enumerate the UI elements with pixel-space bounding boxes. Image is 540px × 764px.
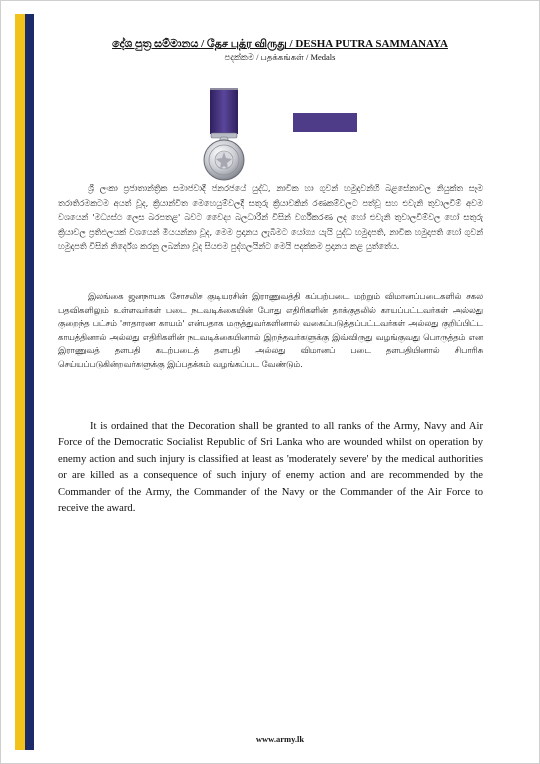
ribbon-bar-image xyxy=(293,113,357,132)
page-subtitle: පදක්කම / பதக்கங்கள் / Medals xyxy=(224,52,336,62)
footer-url[interactable]: www.army.lk xyxy=(255,734,305,744)
body-paragraph-tamil: இலங்கை ஜனநாயக சோசலிச குடியரசின் இராணுவத்தி கப்பற்படை மற்றும் விமானப்படைகளில் சகல பதவிகளிலும் உள்ளவர்கள் படை நடவடிக்கையின் போது எதிரிகளின் தாக்குதலில் காயப்பட்டவர்கள் அல்லது குறைந்த பட்சம் 'சாதாரண காயம்' என்பதாக மருத்துவர்களினால் வகைப்படுத்தப்பட்டவர்கள் அல்லது குறிப்பிட்ட காயத்தினால் அல்லது எதிரிகளின் நடவடிக்கையினால் இறந்தவர்களுக்கு இவ்விருது வழங்குவது பொருத்தம் என இராணுவத் தளபதி கடற்படைத் தளபதி அல்லது விமானப் படை தளபதியினால் சிபாரிசு செய்யப்படுகின்றவர்களுக்கு இப்பதக்கம் வழங்கப்பட வேண்டும். xyxy=(58,291,483,369)
left-stripe-yellow xyxy=(15,14,25,750)
medal-image xyxy=(201,88,247,183)
body-paragraph-english: It is ordained that the Decoration shall be granted to all ranks of the Army, Navy and Air Force of the Democratic Socialist Republic of Sri Lanka who are wounded whilst on operation by enemy action and such injury is classified at least as 'moderately severe' by the medical authorities or are killed as a consequence of such injury of enemy action and are recommended by the Commander of the Army, the Commander of the Navy or the Commander of the Air Force to receive the award. xyxy=(58,421,483,515)
left-stripe-navy xyxy=(25,14,34,750)
page-title: දේශ පුත්‍ර සම්මානය / தேச புத்ர விருது / DESHA PUTRA SAMMANAYA xyxy=(112,38,448,50)
body-paragraph-sinhala: ශ්‍රී ලංකා ප්‍රජාතාන්ත්‍රික සමාජවාදී ජනරජයේ යුද්ධ, නාවික හා ගුවන් හමුදාවන්හි බළසේනාවල නියුක්ත සෑම තරාතිරමකටම අයත් වූද, ක්‍රියාන්විත මෙහෙයුම්වලදී සතුරු ක්‍රියාවකින් රණකම්වලට පත්වූ සහ එවැනි තුවාලවීම් අවම වශයෙන් 'මධ්‍යස්ථ ලෙස බරපතළ' බවට වෛද්‍ය බලධාරීන් විසින් වර්ගීකරණ ලද හෝ එවැනි තුවාලවීම්වල හෝ සතුරු ක්‍රියාවල ප්‍රතිඵලයක් වශයෙන් මියයන්නා වූද, මෙම ප්‍රදානය ලැබීමට යෝග්‍ය යැයි යුද්ධ හමුදාපති, නාවික හමුදාපති හෝ ගුවන් හමුදාපති විසින් නිර්දේශ කරනු ලබන්නා වූද සියළුම පුද්ගලයින්ට මෙයි පදක්කම ප්‍රදානය කළ යුත්තේය. xyxy=(58,183,483,252)
